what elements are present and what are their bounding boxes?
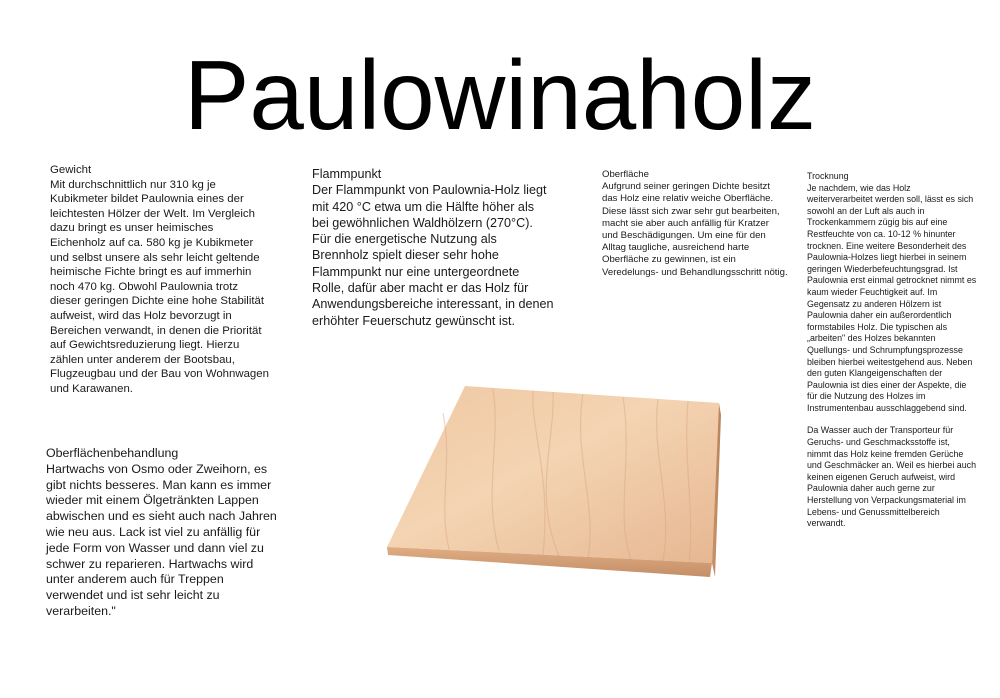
section-body: Der Flammpunkt von Paulownia-Holz liegt mit 420 °C etwa um die Hälfte höher als bei gewöhnlichen Waldhölzern (270°C). Für die energetische Nutzung als Brennholz spielt dieser sehr hohe Flammpunkt nur eine untergeordnete Rolle, dafür aber macht er das Holz für Anwendungsbereiche interessant, in denen erhöhter Feuerschutz gewünscht ist. (312, 183, 554, 328)
section-gewicht (50, 163, 302, 397)
section-oberflaeche (602, 169, 792, 279)
section-heading: Oberfläche (602, 169, 649, 180)
page-title: Paulowinaholz (184, 40, 816, 150)
section-oberflaechenbehandlung (46, 446, 298, 620)
wood-board-illustration (383, 383, 723, 583)
section-trocknung (807, 171, 999, 530)
section-body: Aufgrund seiner geringen Dichte besitzt das Holz eine relativ weiche Oberfläche. Diese lässt sich zwar sehr gut bearbeiten, macht sie aber auch anfällig für Kratzer und Beschädigungen. Um eine für den Alltag taugliche, ausreichend harte Oberfläche zu gewinnen, ist ein Veredelungs- und Behandlungsschritt nötig. (602, 181, 788, 278)
section-body-second-paragraph: Da Wasser auch der Transporteur für Geruchs- und Geschmacksstoffe ist, nimmt das Holz keine fremden Gerüche und Geschmäcker an. Weil es hierbei auch keinen eigenen Geruch aufweist, wird Paulownia daher auch gerne zur Herstellung von Verpackungsmaterial im Lebens- und Genussmittelbereich verwandt. (807, 425, 977, 529)
section-heading: Oberflächenbehandlung (46, 446, 179, 460)
section-body: Mit durchschnittlich nur 310 kg je Kubikmeter bildet Paulownia eines der leichtesten Hölzer der Welt. Im Vergleich dazu bringt es unser heimisches Eichenholz auf ca. 580 kg je Kubikmeter und selbst unsere als sehr leicht geltende heimische Fichte bringt es auf immerhin noch 470 kg. Obwohl Paulownia trotz dieser geringen Dichte eine hohe Stabilität aufweist, wird das Holz bevorzugt in Bereichen verwandt, in denen die Priorität auf Gewichtsreduzierung liegt. Hierzu zählen unter anderem der Bootsbau, Flugzeugbau und der Bau von Wohnwagen und Karawanen. (50, 178, 269, 395)
section-body: Je nachdem, wie das Holz weiterverarbeitet werden soll, lässt es sich sowohl an der Luft als auch in Trockenkammern zügig bis auf eine Restfeuchte von ca. 10-12 % hinunter trocknen. Eine weitere Besonderheit des Paulownia-Holzes liegt hierbei in seinem geringen Wiederbefeuchtungsgrad. Ist Paulownia erst einmal getrocknet nimmt es kaum wieder Feuchtigkeit auf. Im Gegensatz zu anderen Hölzern ist Paulownia daher ein außerordentlich formstabiles Holz. Die typischen als „arbeiten" des Holzes bekannten Quellungs- und Schrumpfungsprozesse bleiben hierbei weitestgehend aus. Neben den guten Klangeigenschaften der Paulownia ist dies einer der Aspekte, die für die Nutzung des Holzes im Instrumentenbau ausschlaggebend sind. (807, 182, 977, 413)
section-heading: Trocknung (807, 171, 849, 181)
section-heading: Flammpunkt (312, 167, 382, 181)
section-heading: Gewicht (50, 164, 92, 176)
section-body: Hartwachs von Osmo oder Zweihorn, es gibt nichts besseres. Man kann es immer wieder mit einem Ölgetränkten Lappen abwischen und es sieht auch nach Jahren wie neu aus. Lack ist viel zu anfällig für jede Form von Wasser und dann viel zu schwer zu reparieren. Hartwachs wird unter anderem auch für Treppen verwendet und ist sehr leicht zu verarbeiten." (46, 461, 277, 618)
section-flammpunkt (312, 166, 572, 329)
wood-board-image (383, 383, 723, 583)
